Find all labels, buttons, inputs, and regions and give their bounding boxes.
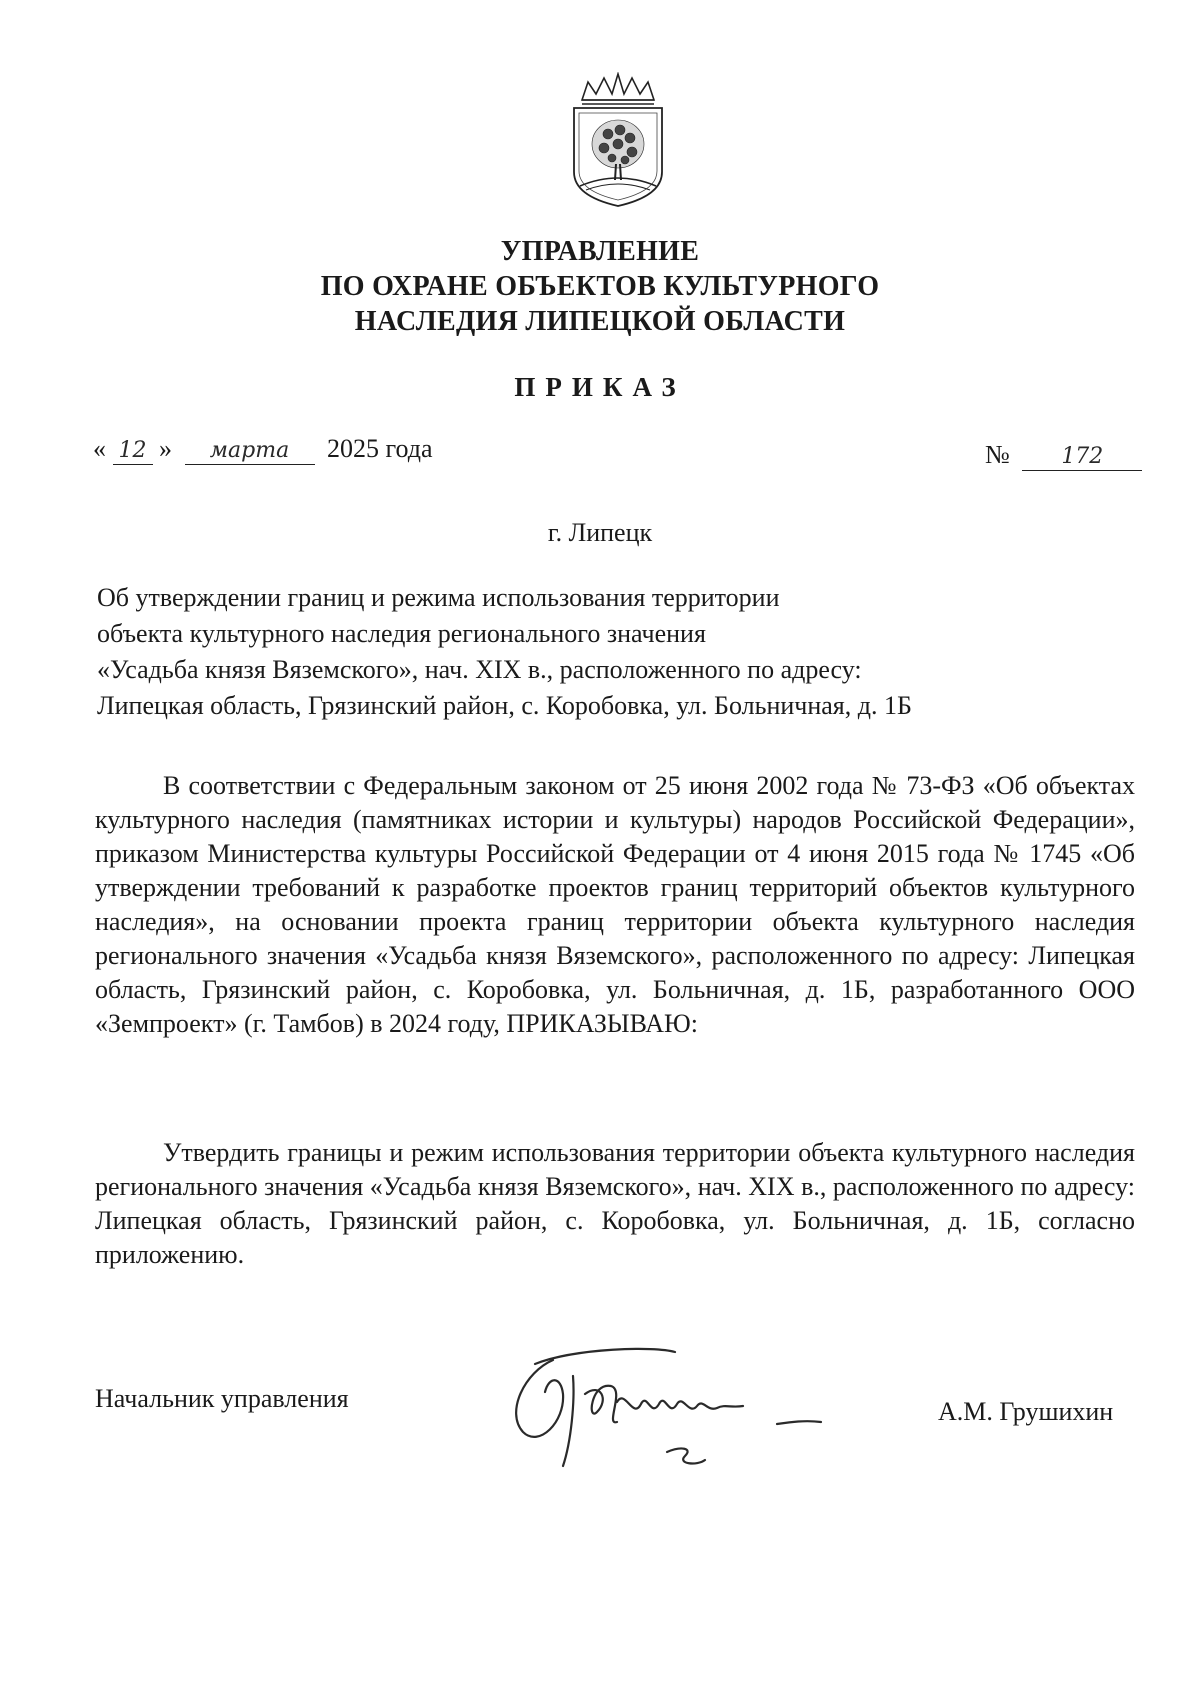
subject-line-4: Липецкая область, Грязинский район, с. Коробовка, ул. Больничная, д. 1Б <box>97 691 912 720</box>
org-line-2: ПО ОХРАНЕ ОБЪЕКТОВ КУЛЬТУРНОГО <box>320 271 880 302</box>
document-type: ПРИКАЗ <box>514 372 686 402</box>
order-date <box>93 434 433 465</box>
signature-icon <box>505 1342 905 1482</box>
organization-title <box>0 234 1200 339</box>
subject-line-3: «Усадьба князя Вяземского», нач. XIX в., расположенного по адресу: <box>97 655 862 684</box>
order-subject <box>97 580 912 724</box>
city: г. Липецк <box>547 518 653 547</box>
order-number <box>985 440 1142 471</box>
body-paragraph-2-block <box>95 1136 1135 1272</box>
coat-of-arms-icon <box>568 72 668 210</box>
date-day: 12 <box>113 438 153 465</box>
number-value: 172 <box>1022 444 1142 471</box>
org-line-1: УПРАВЛЕНИЕ <box>500 236 700 267</box>
date-close-quote: » <box>159 434 172 463</box>
signatory-name: А.М. Грушихин <box>938 1397 1114 1426</box>
signatory-position: Начальник управления <box>95 1384 349 1413</box>
subject-line-1: Об утверждении границ и режима использования территории <box>97 583 780 612</box>
subject-line-2: объекта культурного наследия регионального значения <box>97 619 706 648</box>
body-paragraph-1-block <box>95 769 1135 1041</box>
number-label: № <box>985 440 1010 469</box>
date-year: 2025 года <box>327 434 433 463</box>
org-line-3: НАСЛЕДИЯ ЛИПЕЦКОЙ ОБЛАСТИ <box>354 306 846 337</box>
body-paragraph-1: В соответствии с Федеральным законом от 25 июня 2002 года № 73-ФЗ «Об объектах культурного наследия (памятниках истории и культуры) народов Российской Федерации», приказом Министерства культуры Российской Федерации от 4 июня 2015 года № 1745 «Об утверждении требований к разработке проектов границ территорий объектов культурного наследия», на основании проекта границ территории объекта культурного наследия регионального значения «Усадьба князя Вяземского», расположенного по адресу: Липецкая область, Грязинский район, с. Коробовка, ул. Больничная, д. 1Б, разработанного ООО «Земпроект» (г. Тамбов) в 2024 году, ПРИКАЗЫВАЮ: <box>95 771 1135 1038</box>
date-open-quote: « <box>93 434 106 463</box>
body-paragraph-2: Утвердить границы и режим использования территории объекта культурного наследия регионального значения «Усадьба князя Вяземского», нач. XIX в., расположенного по адресу: Липецкая область, Грязинский район, с. Коробовка, ул. Больничная, д. 1Б, согласно приложению. <box>95 1138 1135 1269</box>
date-month: марта <box>185 438 315 465</box>
